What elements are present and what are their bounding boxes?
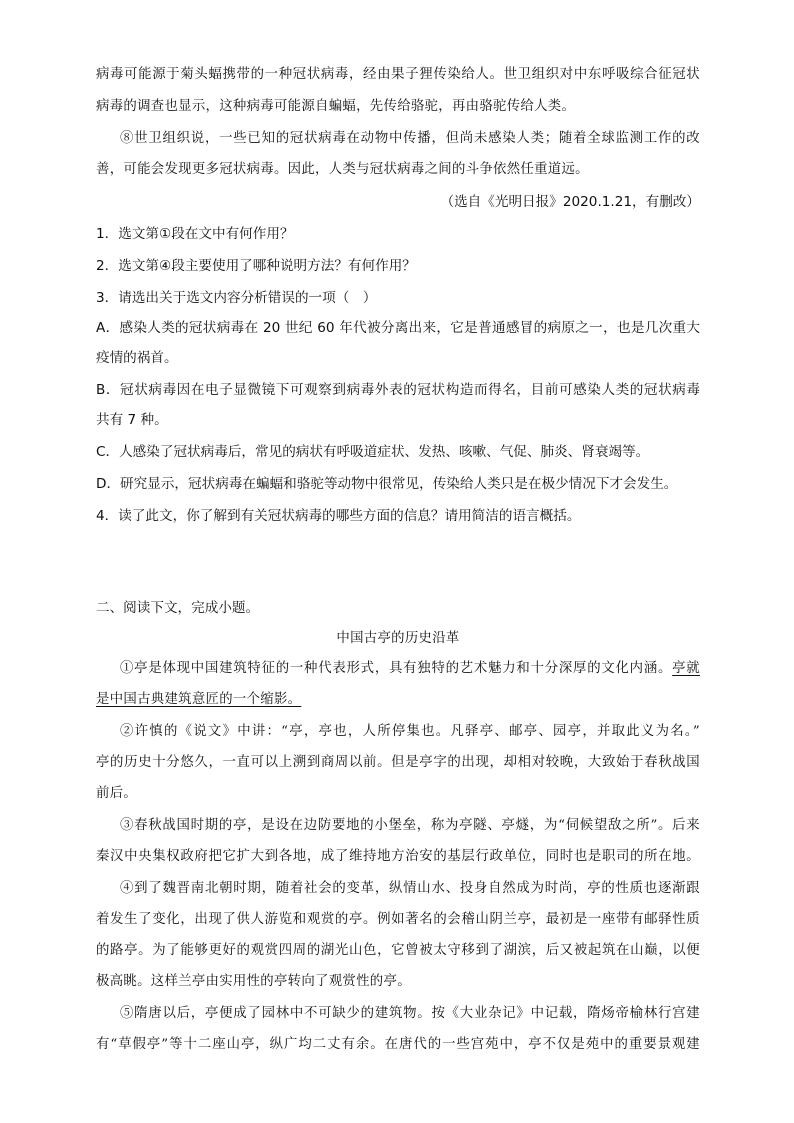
question-4: 4．读了此文，你了解到有关冠状病毒的哪些方面的信息？请用简洁的语言概括。 [96,508,581,524]
paragraph-2-line-2: 亭的历史十分悠久，一直可以上溯到商周以前。但是亭字的出现，却相对较晚，大致始于春秋战国 [96,755,700,770]
paragraph-5-line-2: 有“草假亭”等十二座山亭，纵广均二丈有余。在唐代的一些宫苑中，亭不仅是苑中的重要景观建 [96,1037,700,1052]
question-2: 2．选文第④段主要使用了哪种说明方法？有何作用？ [96,258,416,274]
paragraph-4-line-3: 的路亭。为了能够更好的观赏四周的湖光山色，它曾被太守移到了湖滨，后又被起筑在山巅，以便 [96,943,700,958]
source-citation: （选自《光明日报》2020.1.21，有删改） [440,194,700,210]
paragraph-4-line-1: ④到了魏晋南北朝时期，随着社会的变革，纵情山水、投身自然成为时尚，亭的性质也逐渐跟 [120,881,700,896]
paragraph-4-line-4: 极高眺。这样兰亭由实用性的亭转向了观赏性的亭。 [96,974,411,989]
paragraph-5-line-1: ⑤隋唐以后，亭便成了园林中不可缺少的建筑物。按《大业杂记》中记载，隋炀帝榆林行宫建 [120,1006,700,1021]
paragraph-1-text: ①亭是体现中国建筑特征的一种代表形式，具有独特的艺术魅力和十分深厚的文化内涵。 [120,661,673,676]
option-b-line-1: B．冠状病毒因在电子显微镜下可观察到病毒外表的冠状构造而得名，目前可感染人类的冠状病毒 [96,382,700,398]
option-c: C．人感染了冠状病毒后，常见的病状有呼吸道症状、发热、咳嗽、气促、肺炎、肾衰竭等。 [96,444,650,460]
paragraph-1-line-1 [120,659,700,679]
underlined-sentence-start: 亭就 [672,661,700,676]
option-d: D．研究显示，冠状病毒在蝙蝠和骆驼等动物中很常见，传染给人类只是在极少情况下才会发生。 [96,476,678,492]
paragraph-2-line-3: 前后。 [96,786,138,801]
paragraph-1-line-2 [96,690,700,710]
paragraph-4-line-2: 着发生了变化，出现了供人游览和观赏的亭。例如著名的会稽山阴兰亭，最初是一座带有邮驿性质 [96,912,700,927]
option-a-line-1: A．感染人类的冠状病毒在 20 世纪 60 年代被分离出来，它是普通感冒的病原之一，也是几次重大 [96,320,700,336]
paragraph-3-line-2: 秦汉中央集权政府把它扩大到各地，成了维持地方治安的基层行政单位，同时也是职司的所在地。 [96,849,700,864]
option-a-line-2: 疫情的祸首。 [96,350,178,366]
underlined-sentence-end: 是中国古典建筑意匠的一个缩影。 [96,692,302,707]
passage1-line-4: 善，可能会发现更多冠状病毒。因此，人类与冠状病毒之间的斗争依然任重道远。 [96,162,589,177]
passage1-line-2: 病毒的调查也显示，这种病毒可能源自蝙蝠，先传给骆驼，再由骆驼传给人类。 [96,99,576,114]
paragraph-2-line-1: ②许慎的《说文》中讲：“亭，亭也，人所停集也。凡驿亭、邮亭、园亭，并取此义为名。” [120,724,700,739]
article-title: 中国古亭的历史沿革 [336,631,460,646]
paragraph-3-line-1: ③春秋战国时期的亭，是设在边防要地的小堡垒，称为亭隧、亭燧，为“伺候望敌之所”。后来 [120,818,700,833]
option-b-line-2: 共有 7 种。 [96,412,168,428]
question-3: 3．请选出关于选文内容分析错误的一项（ ） [96,290,377,306]
section-heading: 二、阅读下文，完成小题。 [96,600,260,616]
passage1-line-3: ⑧世卫组织说，一些已知的冠状病毒在动物中传播，但尚未感染人类；随着全球监测工作的改 [120,131,700,146]
question-1: 1．选文第①段在文中有何作用？ [96,226,294,242]
passage1-line-1: 病毒可能源于菊头蝠携带的一种冠状病毒，经由果子狸传染给人。世卫组织对中东呼吸综合征冠状 [96,67,700,82]
